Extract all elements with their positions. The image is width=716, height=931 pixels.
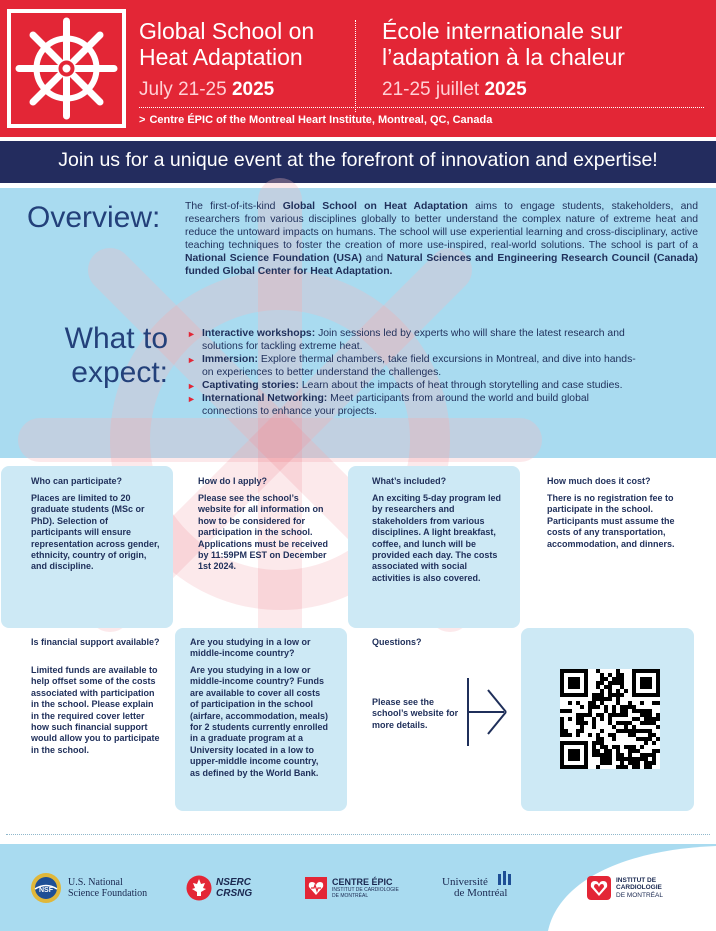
nsf-name-line1: U.S. National — [68, 877, 123, 888]
qr-code[interactable] — [560, 669, 660, 769]
apply-card-body: Please see the school’s website for all information on how to be considered for participation in the school. Applications must be received by 11:59PM EST on December 1st 2024. — [198, 493, 329, 572]
included-card-title: What’s included? — [372, 476, 447, 486]
bullet-triangle-icon: ► — [187, 381, 196, 391]
overview-text-2: aims to engage students, stakeholders, and researchers from various disciplines globally to better understand the complex nature of extreme heat and reduce the untoward impacts on humans. The school will use experiential learning and cross-disciplinary, active teaching techniques to foster the creation of more use-inspired, real-world solutions. The school is part of a — [185, 201, 698, 252]
header-divider — [355, 20, 356, 112]
overview-paragraph — [185, 200, 698, 279]
epic-name-line3: DE MONTRÉAL — [332, 893, 369, 899]
tagline-text: Join us for a unique event at the forefront of innovation and expertise! — [58, 149, 658, 171]
list-item-text: Explore thermal chambers, take field excursions in Montreal, and dive into hands-on experiences to better understand the challenges. — [202, 354, 636, 378]
nserc-name-line2: CRSNG — [216, 888, 253, 899]
overview-bold-2: National Science Foundation (USA) — [185, 253, 362, 265]
list-item — [185, 379, 645, 392]
bullet-triangle-icon: ► — [187, 329, 196, 339]
questions-card-title: Questions? — [372, 637, 422, 647]
expect-heading-line1: What to — [64, 322, 168, 355]
date-english-days: July 21-25 — [139, 79, 227, 100]
overview-text-1: The first-of-its-kind — [185, 201, 283, 212]
arrow-right-icon — [462, 676, 510, 748]
svg-text:NSF: NSF — [39, 887, 53, 894]
tagline-banner — [0, 141, 716, 183]
lmic-card-body: Are you studying in a low or middle-income country? Funds are available to cover all costs of participation in the school (airfare, accommodation, meals) for 2 students currently enrolled in a graduate program at a University located in a low to upper-middle income country, as defined by the World Bank. — [190, 665, 329, 778]
udem-logo — [442, 868, 507, 908]
date-english — [139, 79, 274, 101]
icm-heart-icon — [586, 875, 612, 901]
list-item-title: Captivating stories: — [202, 380, 299, 391]
epic-name — [332, 877, 399, 899]
title-french: École internationale sur l’adaptation à la chaleur — [382, 18, 625, 70]
compass-wheel-icon — [11, 13, 122, 124]
icm-logo — [586, 868, 663, 908]
nserc-logo — [186, 868, 252, 908]
icm-name-line2: CARDIOLOGIE — [616, 884, 662, 892]
title-english: Global School on Heat Adaptation — [139, 18, 315, 70]
who-card-body: Places are limited to 20 graduate students (MSc or PhD). Selection of participants will ensure representation across gender, ethnicity, country of origin, and discipline. — [31, 493, 160, 572]
list-item-title: International Networking: — [202, 393, 328, 404]
nserc-name — [216, 877, 252, 899]
list-item — [185, 353, 645, 379]
financial-card-body: Limited funds are available to help offset some of the costs associated with participation in the school. Please explain in the required cover letter how such financial support would allow you to participate in the school. — [31, 665, 160, 755]
nsf-name — [68, 877, 147, 899]
date-french-days: 21-25 juillet — [382, 79, 480, 100]
header-rule — [139, 107, 704, 108]
expect-list — [185, 327, 645, 418]
list-item — [185, 392, 645, 418]
qr-code-icon — [560, 669, 660, 769]
bullet-triangle-icon: ► — [187, 355, 196, 365]
nsf-seal-icon — [30, 872, 62, 904]
overview-bold-3: Natural Sciences and Engineering Research Council (Canada) funded Global Center for Heat Adaptation. — [185, 253, 698, 278]
overview-text-3: and — [361, 253, 387, 265]
list-item — [185, 327, 645, 353]
who-card-title: Who can participate? — [31, 476, 123, 486]
footer-divider — [6, 834, 710, 835]
date-english-year: 2025 — [231, 79, 275, 100]
overview-heading: Overview: — [27, 201, 161, 234]
list-item-text: Join sessions led by experts who will share the latest research and solutions for tackling extreme heat. — [202, 328, 625, 352]
financial-card-title: Is financial support available? — [31, 637, 160, 647]
expect-heading-line2: expect: — [71, 356, 168, 389]
icm-name-line1: INSTITUT DE — [616, 876, 657, 884]
epic-name-line1: CENTRE ÉPIC — [332, 877, 393, 887]
nserc-name-line1: NSERC — [216, 877, 252, 888]
included-card-body: An exciting 5-day program led by researchers and stakeholders from various disciplines. A light breakfast, coffee, and lunch will be provided each day. The costs associated with social activities is also covered. — [372, 493, 502, 583]
nsf-name-line2: Science Foundation — [68, 888, 148, 899]
chevron-right-icon: > — [139, 114, 146, 126]
venue-line — [139, 114, 492, 126]
school-logo — [7, 9, 126, 128]
bullet-triangle-icon: ► — [187, 394, 196, 404]
apply-card-title: How do I apply? — [198, 476, 267, 486]
cost-card-title: How much does it cost? — [547, 476, 651, 486]
epic-name-line2: INSTITUT DE CARDIOLOGIE — [332, 887, 399, 893]
questions-card-body: Please see the school’s website for more details. — [372, 697, 459, 730]
udem-name-line2: de Montréal — [454, 887, 508, 899]
expect-heading — [48, 322, 168, 390]
list-item-title: Interactive workshops: — [202, 328, 316, 339]
date-french-year: 2025 — [484, 79, 527, 100]
epic-heart-icon — [304, 876, 328, 900]
cost-card-body: There is no registration fee to participate in the school. Participants must assume the costs of any transportation, accommodation, and dinners. — [547, 493, 675, 549]
overview-bold-1: Global School on Heat Adaptation — [282, 201, 468, 212]
date-french — [382, 79, 527, 101]
nsf-logo — [30, 868, 147, 908]
list-item-text: Meet participants from around the world and build global connections to enhance your projects. — [202, 393, 589, 417]
icm-name-line3: DE MONTRÉAL — [616, 891, 663, 899]
maple-leaf-icon — [186, 875, 212, 901]
udem-name-line1: Université — [442, 876, 488, 888]
venue-text: Centre ÉPIC of the Montreal Heart Institute, Montreal, QC, Canada — [149, 114, 493, 126]
icm-name — [616, 877, 663, 900]
list-item-title: Immersion: — [202, 354, 259, 365]
centre-epic-logo — [304, 868, 399, 908]
udem-crest-icon — [496, 870, 514, 886]
list-item-text: Learn about the impacts of heat through storytelling and case studies. — [299, 380, 623, 391]
lmic-card-title: Are you studying in a low or middle-income country? — [190, 637, 311, 659]
